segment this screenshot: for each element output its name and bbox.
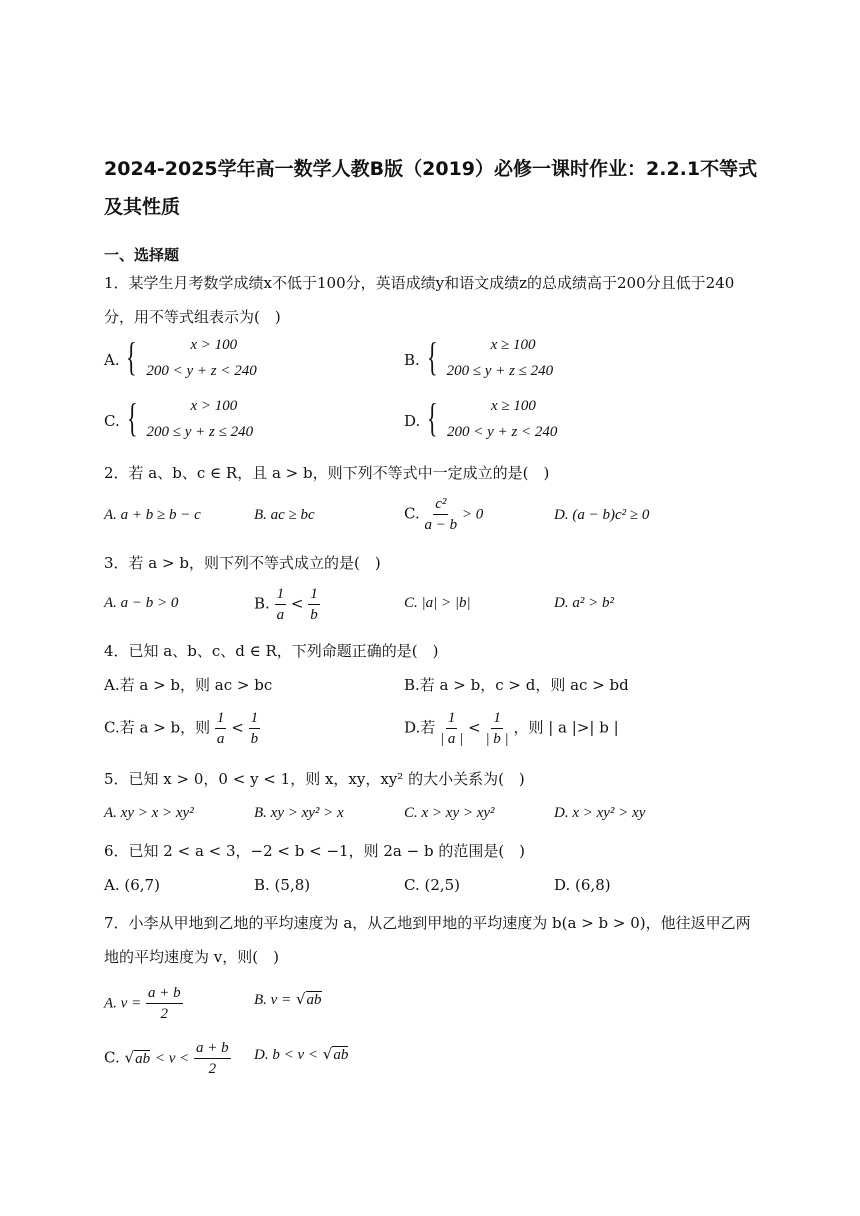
q1-option-b[interactable]: [404, 334, 575, 385]
q6-option-c[interactable]: C. (2,5): [404, 876, 461, 894]
inequality-middle: < v <: [154, 1050, 190, 1067]
system-line-1: x ≥ 100: [491, 398, 536, 414]
q7-option-a[interactable]: [104, 983, 183, 1024]
q2-option-d[interactable]: D. (a − b)c² ≥ 0: [554, 507, 650, 523]
q3-option-d[interactable]: D. a² > b²: [554, 595, 614, 611]
q1-option-a[interactable]: [104, 334, 274, 385]
question-7-stem: 7．小李从甲地到乙地的平均速度为 a，从乙地到甲地的平均速度为 b(a > b > 0)，他往返甲乙两地的平均速度为 v，则( ): [104, 914, 751, 966]
option-label: C.: [104, 1048, 120, 1067]
numerator: 1: [446, 708, 458, 729]
q3-option-c[interactable]: C. |a| > |b|: [404, 595, 471, 611]
q3-option-a[interactable]: A. a − b > 0: [104, 595, 179, 611]
question-1-stem: 1．某学生月考数学成绩x不低于100分，英语成绩y和语文成绩z的总成绩高于200分且低于240分，用不等式组表示为( ): [104, 274, 735, 326]
option-label: C.: [104, 412, 120, 430]
system-line-2: 200 ≤ y + z ≤ 240: [146, 424, 254, 440]
inequality-rest: > 0: [461, 506, 484, 523]
denominator: b: [250, 731, 259, 747]
operator: <: [231, 718, 244, 737]
q5-option-b[interactable]: B. xy > xy² > x: [254, 805, 344, 821]
q7-option-b[interactable]: [254, 990, 322, 1009]
brace-icon: {: [126, 395, 138, 440]
numerator: c²: [433, 494, 448, 515]
q4-option-b[interactable]: B.若 a > b，c > d，则 ac > bd: [404, 676, 629, 694]
q4-option-d[interactable]: [404, 708, 619, 749]
question-4-stem: 4．已知 a、b、c、d ∈ R，下列命题正确的是( ): [104, 642, 439, 660]
option-label: B.: [404, 351, 420, 369]
q5-option-a[interactable]: A. xy > x > xy²: [104, 805, 194, 821]
denominator: a: [216, 731, 225, 747]
denominator: | b |: [485, 731, 509, 747]
numerator: 1: [215, 708, 227, 729]
numerator: 1: [308, 584, 320, 605]
numerator: 1: [491, 708, 503, 729]
fraction: [215, 708, 227, 749]
option-label: A.: [104, 351, 120, 369]
q2-option-b[interactable]: B. ac ≥ bc: [254, 507, 315, 523]
q3-option-b[interactable]: [254, 584, 320, 625]
q4-option-a[interactable]: A.若 a > b，则 ac > bc: [104, 676, 273, 694]
operator: <: [290, 594, 304, 613]
numerator: 1: [249, 708, 261, 729]
option-label: C.若 a > b，则: [104, 718, 211, 737]
option-label: D.: [404, 412, 421, 430]
system-line-1: x > 100: [190, 337, 238, 353]
section-heading: 一、选择题: [104, 246, 180, 264]
fraction: [275, 584, 287, 625]
q5-option-d[interactable]: D. x > xy² > xy: [554, 805, 646, 821]
question-2-stem: 2．若 a、b、c ∈ R，且 a > b，则下列不等式中一定成立的是( ): [104, 464, 550, 482]
q2-option-a[interactable]: A. a + b ≥ b − c: [104, 507, 201, 523]
brace-icon: {: [426, 334, 438, 379]
q6-option-b[interactable]: B. (5,8): [254, 876, 311, 894]
sqrt-icon: √: [322, 1045, 333, 1063]
denominator: | a |: [440, 731, 464, 747]
denominator: 2: [208, 1061, 217, 1077]
q7-option-d[interactable]: [254, 1045, 348, 1064]
document-title: 2024-2025学年高一数学人教B版（2019）必修一课时作业：2.2.1不等式及其性质: [104, 158, 758, 218]
q7-option-c[interactable]: [104, 1038, 231, 1079]
numerator: a + b: [194, 1038, 231, 1059]
fraction: [425, 494, 458, 535]
fraction: [146, 983, 183, 1024]
fraction: [485, 708, 508, 749]
q1-option-c[interactable]: [104, 395, 275, 446]
question-3-stem: 3．若 a > b，则下列不等式成立的是( ): [104, 554, 381, 572]
option-label: A. v =: [104, 995, 142, 1012]
sqrt-content: ab: [135, 1050, 151, 1067]
option-label: D.若: [404, 718, 436, 737]
brace-icon: {: [427, 395, 438, 440]
system-line-1: x ≥ 100: [490, 337, 536, 353]
denominator: 2: [160, 1006, 169, 1022]
q5-option-c[interactable]: C. x > xy > xy²: [404, 805, 495, 821]
option-label: B. v =: [254, 992, 292, 1008]
numerator: 1: [275, 584, 287, 605]
q6-option-a[interactable]: A. (6,7): [104, 876, 160, 894]
brace-icon: {: [126, 334, 137, 379]
question-6-stem: 6．已知 2 < a < 3，−2 < b < −1，则 2a − b 的范围是( ): [104, 842, 526, 860]
sqrt-icon: √: [295, 990, 306, 1008]
option-label: B.: [254, 594, 270, 613]
fraction: [308, 584, 320, 625]
q4-option-c[interactable]: [104, 708, 260, 749]
fraction: [249, 708, 261, 749]
system-line-2: 200 ≤ y + z ≤ 240: [446, 363, 554, 379]
numerator: a + b: [146, 983, 183, 1004]
system-line-2: 200 < y + z < 240: [447, 424, 558, 440]
fraction: [440, 708, 463, 749]
denominator: a: [276, 607, 285, 623]
q2-option-c[interactable]: [404, 494, 483, 535]
q1-option-d[interactable]: [404, 395, 575, 446]
fraction: [194, 1038, 231, 1079]
option-label: C.: [404, 504, 420, 523]
q6-option-d[interactable]: D. (6,8): [554, 876, 611, 894]
question-5-stem: 5．已知 x > 0，0 < y < 1，则 x，xy，xy² 的大小关系为( ): [104, 770, 525, 788]
sqrt-content: ab: [333, 1047, 349, 1063]
sqrt-icon: √: [124, 1048, 135, 1067]
operator: <: [468, 718, 481, 737]
denominator: b: [310, 607, 318, 623]
option-label: D. b < v <: [254, 1047, 318, 1063]
option-rest: ，则 | a |>| b |: [513, 718, 619, 737]
system-line-1: x > 100: [190, 398, 238, 414]
system-line-2: 200 < y + z < 240: [146, 363, 257, 379]
sqrt-content: ab: [306, 992, 322, 1008]
denominator: a − b: [424, 517, 458, 533]
